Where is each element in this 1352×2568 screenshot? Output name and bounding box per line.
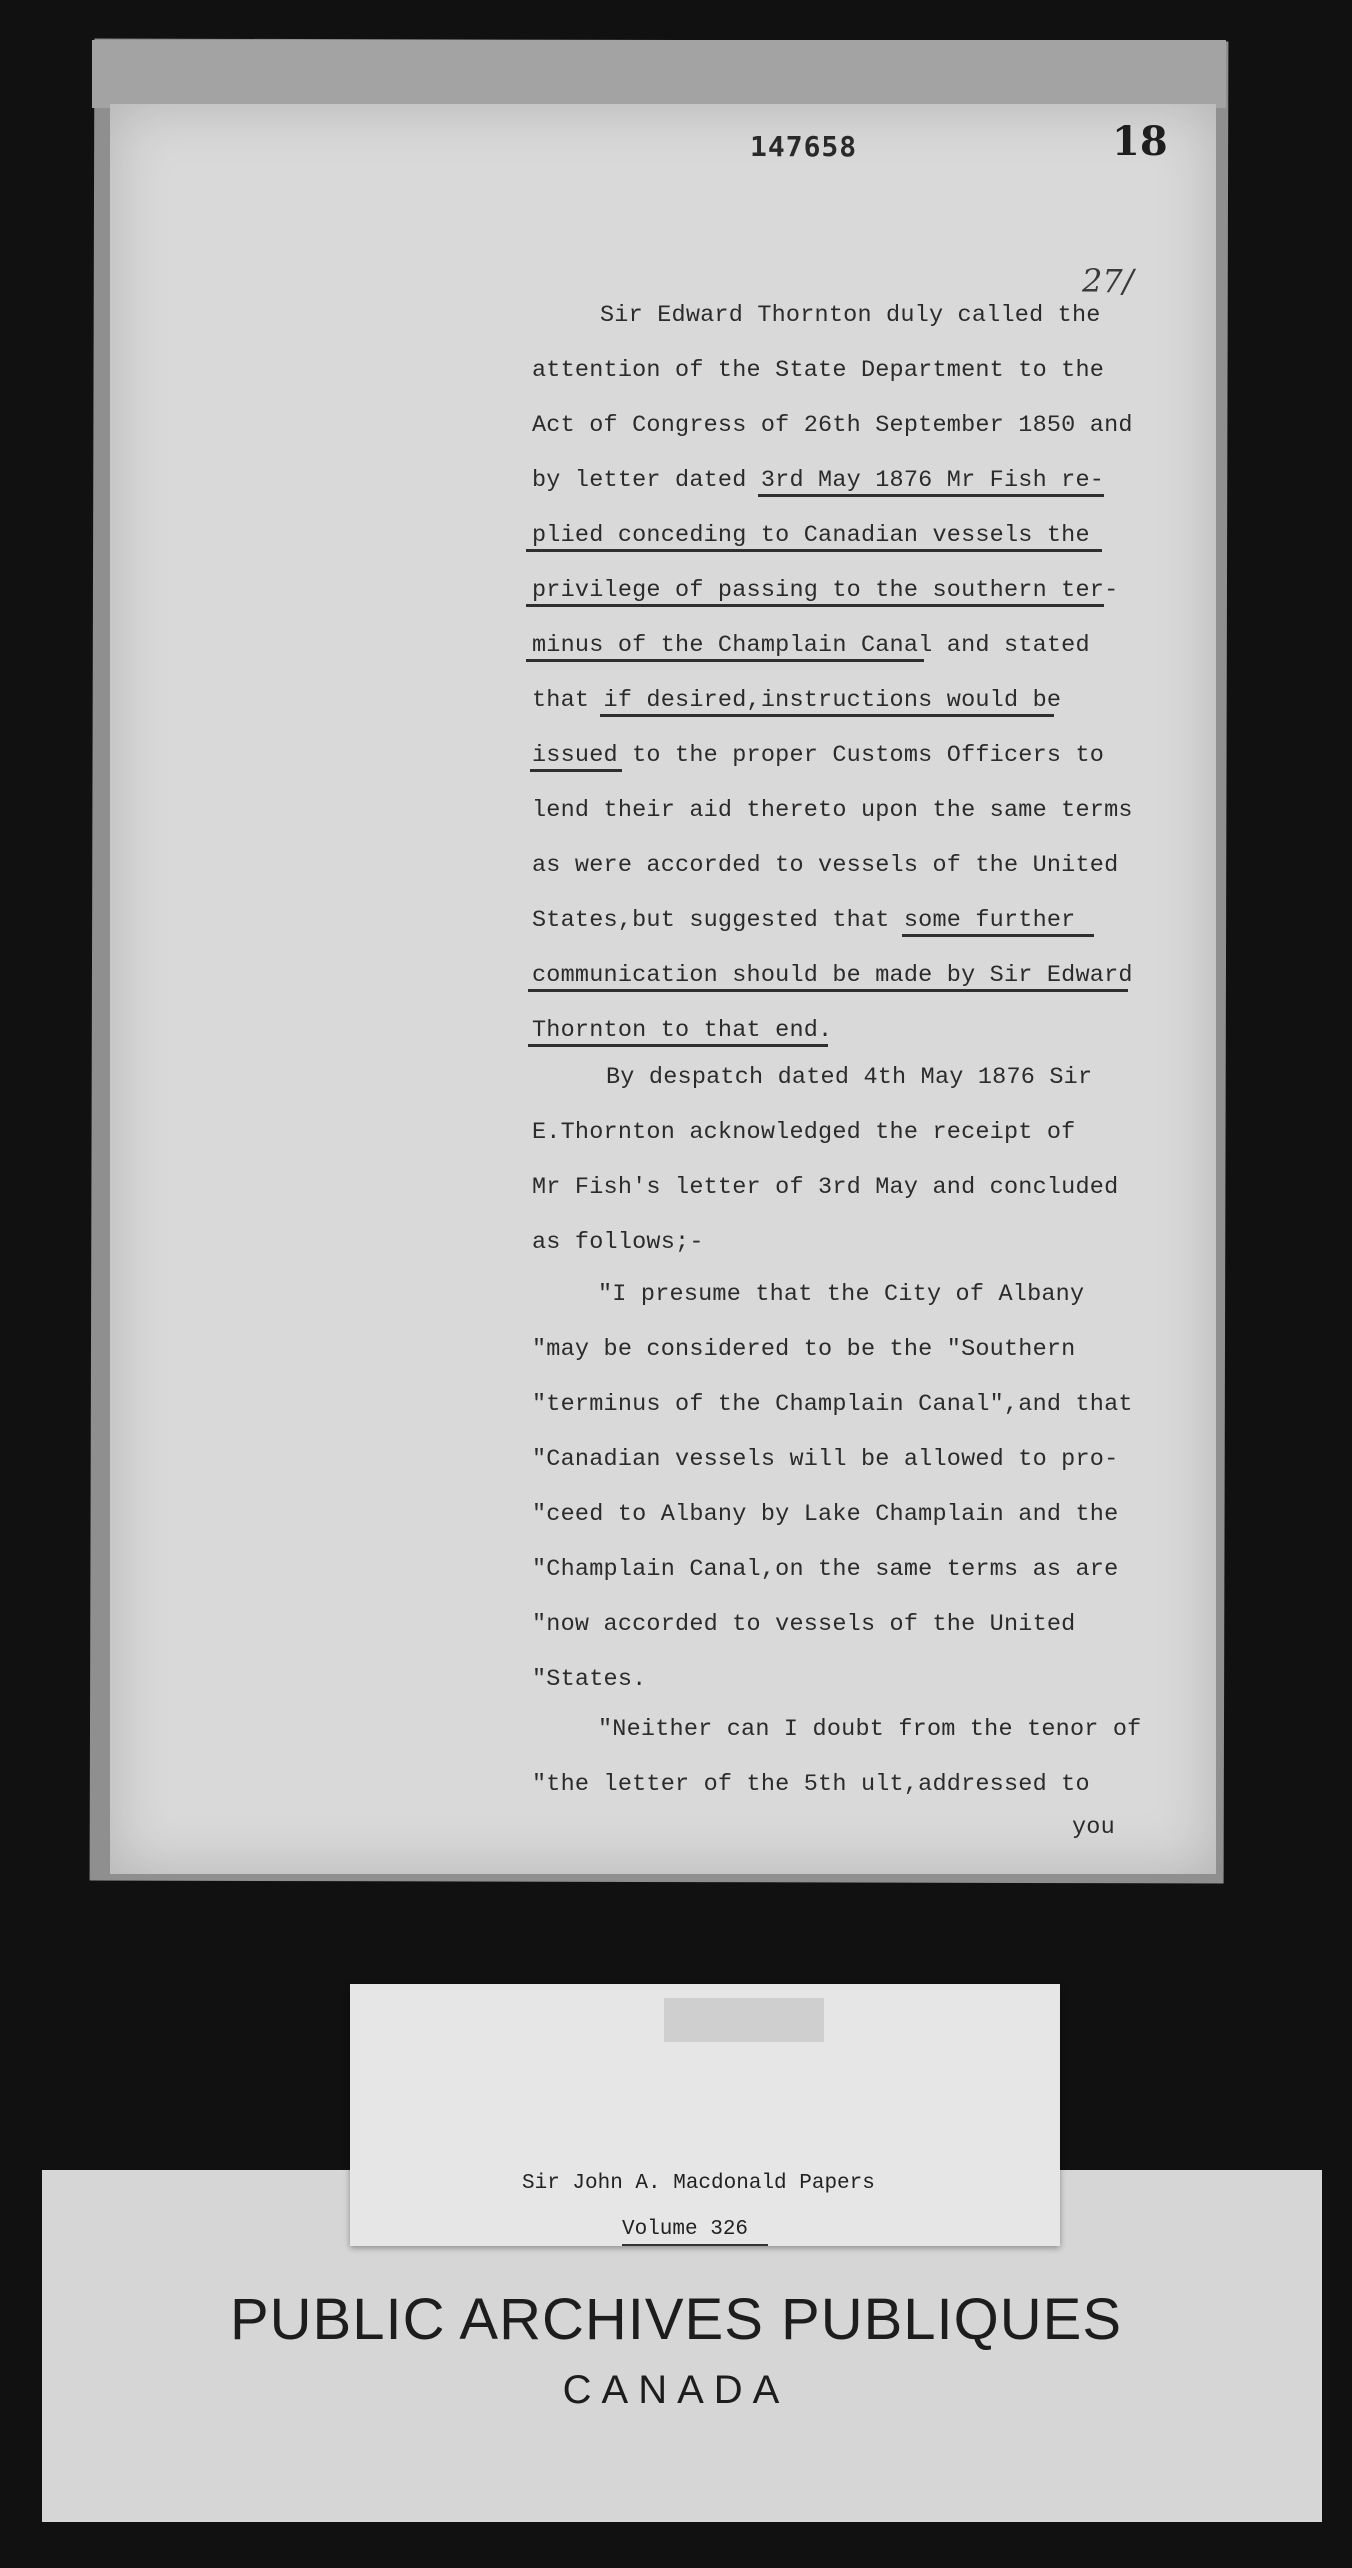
body-line: "States. xyxy=(532,1666,647,1693)
volume-underline xyxy=(622,2244,768,2246)
body-line: lend their aid thereto upon the same terms xyxy=(532,797,1133,824)
underline xyxy=(528,1044,828,1047)
label-tab xyxy=(664,1998,824,2042)
underline xyxy=(600,714,1054,717)
underline xyxy=(526,549,1102,552)
body-line: attention of the State Department to the xyxy=(532,357,1105,384)
body-line: Mr Fish's letter of 3rd May and concluded xyxy=(532,1174,1119,1201)
body-line: "Neither can I doubt from the tenor of xyxy=(598,1716,1142,1743)
body-line: minus of the Champlain Canal and stated xyxy=(532,632,1090,659)
body-line: By despatch dated 4th May 1876 Sir xyxy=(606,1064,1093,1091)
body-line: Act of Congress of 26th September 1850 and xyxy=(532,412,1133,439)
body-line: plied conceding to Canadian vessels the xyxy=(532,522,1090,549)
catchword: you xyxy=(1072,1814,1115,1841)
body-line: "Canadian vessels will be allowed to pro- xyxy=(532,1446,1119,1473)
document-number: 147658 xyxy=(750,130,858,163)
body-line: that if desired,instructions would be xyxy=(532,687,1062,714)
body-line: E.Thornton acknowledged the receipt of xyxy=(532,1119,1076,1146)
body-line: "I presume that the City of Albany xyxy=(598,1281,1085,1308)
body-line: "may be considered to be the "Southern xyxy=(532,1336,1076,1363)
body-line: by letter dated 3rd May 1876 Mr Fish re- xyxy=(532,467,1105,494)
body-line: as follows;- xyxy=(532,1229,704,1256)
underline xyxy=(526,604,1104,607)
underline xyxy=(528,989,1128,992)
handwritten-folio-note: 27/ xyxy=(1082,262,1134,300)
body-line: "terminus of the Champlain Canal",and that xyxy=(532,1391,1133,1418)
body-line: privilege of passing to the southern ter- xyxy=(532,577,1119,604)
underline xyxy=(758,494,1104,497)
collection-name: Sir John A. Macdonald Papers xyxy=(522,2172,875,2195)
body-line: as were accorded to vessels of the United xyxy=(532,852,1119,879)
body-line: "the letter of the 5th ult,addressed to xyxy=(532,1771,1090,1798)
body-line: States,but suggested that some further xyxy=(532,907,1076,934)
body-line: issued to the proper Customs Officers to xyxy=(532,742,1105,769)
body-line: "ceed to Albany by Lake Champlain and the xyxy=(532,1501,1119,1528)
underline xyxy=(526,659,924,662)
volume-number: Volume 326 xyxy=(622,2218,749,2241)
archives-country: CANADA xyxy=(562,2368,790,2412)
page-number: 18 xyxy=(1112,118,1168,165)
archives-title: PUBLIC ARCHIVES PUBLIQUES xyxy=(229,2287,1123,2352)
underline xyxy=(902,934,1094,937)
body-line: "now accorded to vessels of the United xyxy=(532,1611,1076,1638)
underline xyxy=(530,769,622,772)
body-line: "Champlain Canal,on the same terms as are xyxy=(532,1556,1119,1583)
sheet-top-strip xyxy=(92,40,1226,108)
body-line: communication should be made by Sir Edward xyxy=(532,962,1133,989)
body-line: Sir Edward Thornton duly called the xyxy=(600,302,1101,329)
body-line: Thornton to that end. xyxy=(532,1017,833,1044)
